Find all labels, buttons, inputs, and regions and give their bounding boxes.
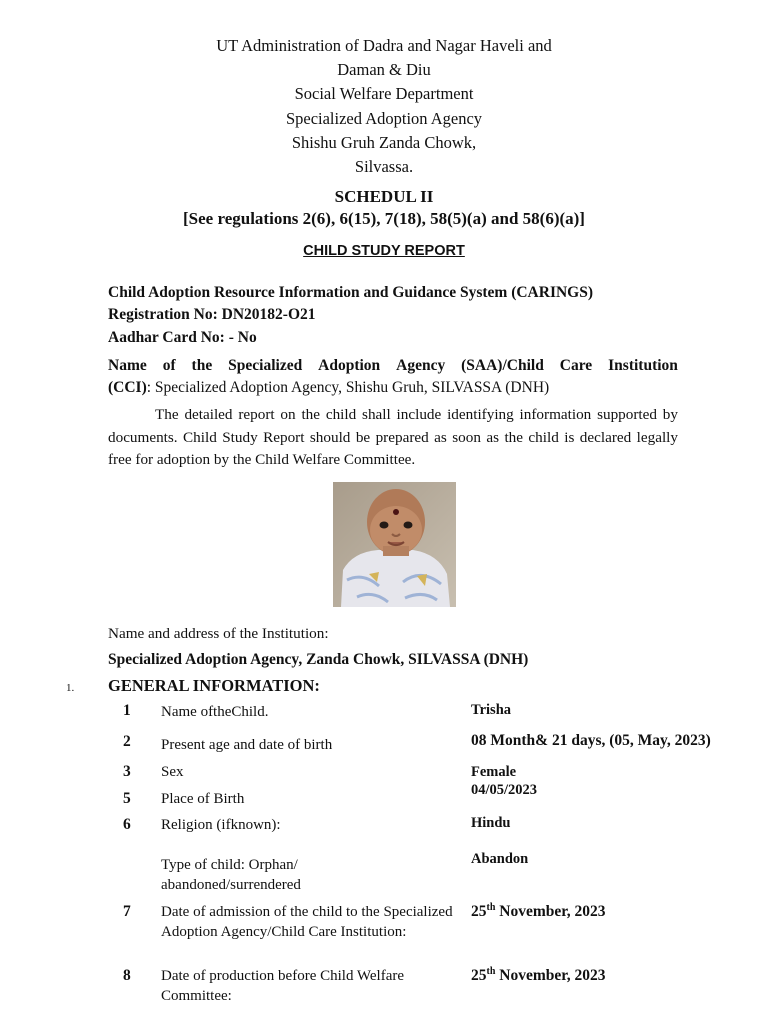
- child-photo-image: [333, 482, 456, 607]
- intro-paragraph: The detailed report on the child shall include identifying information supported by documents. Child Study Report should be prepared as soon as the child is declared legally free for adoption by the Child Welfare Committee.: [108, 406, 678, 468]
- row-value: [471, 967, 605, 985]
- section-number: 1.: [66, 682, 75, 694]
- saa-label-word: Adoption: [318, 357, 381, 374]
- row-label: Date of admission of the child to the Specialized Adoption Agency/Child Care Institution:: [161, 904, 453, 940]
- row-number: 6: [123, 816, 131, 833]
- saa-label-word: Specialized: [228, 357, 303, 374]
- letterhead-line-1: UT Administration of Dadra and Nagar Haveli and: [216, 36, 552, 55]
- saa-value: : Specialized Adoption Agency, Shishu Gruh, SILVASSA (DNH): [146, 379, 550, 396]
- schedule-heading: [0, 186, 768, 230]
- aadhar-card-number: Aadhar Card No: - No: [108, 329, 257, 346]
- regulations-reference: [See regulations 2(6), 6(15), 7(18), 58(5)(a) and 58(6)(a)]: [183, 209, 585, 228]
- date-rest: November, 2023: [495, 903, 606, 920]
- row-label: Religion (ifknown):: [161, 817, 281, 833]
- institution-value: Specialized Adoption Agency, Zanda Chowk, SILVASSA (DNH): [108, 651, 529, 668]
- saa-label-word: Institution: [608, 357, 678, 374]
- row-value: Hindu: [471, 815, 511, 831]
- row-label: Date of production before Child Welfare Committee:: [161, 968, 405, 1004]
- letterhead-line-6: Silvassa.: [354, 157, 414, 177]
- cci-label: (CCI): [108, 379, 147, 396]
- letterhead: [0, 34, 768, 179]
- row-label: Present age and date of birth: [161, 737, 333, 753]
- date-ordinal: th: [486, 901, 496, 913]
- row-label: Sex: [161, 764, 184, 780]
- saa-label-word: of: [162, 357, 176, 374]
- row-value: Female: [471, 764, 517, 780]
- row-number: 2: [123, 733, 131, 750]
- letterhead-line-2: Daman & Diu: [337, 60, 431, 80]
- row-number: 3: [123, 763, 131, 780]
- letterhead-line-3: Social Welfare Department: [294, 84, 474, 104]
- report-title: CHILD STUDY REPORT: [303, 243, 465, 259]
- saa-label-word: Care: [559, 357, 593, 374]
- row-value: Abandon: [471, 851, 529, 867]
- date-rest: November, 2023: [495, 967, 606, 984]
- saa-label-word: (SAA)/Child: [461, 357, 544, 374]
- row-value: 04/05/2023: [471, 782, 538, 798]
- row-number: 5: [123, 790, 131, 807]
- row-number: 1: [123, 702, 131, 719]
- row-number: 7: [123, 903, 131, 920]
- row-label: Place of Birth: [161, 791, 245, 807]
- saa-label-word: Agency: [396, 357, 446, 374]
- institution-label: Name and address of the Institution:: [108, 625, 329, 642]
- saa-label-word: Name: [108, 357, 147, 374]
- date-day: 25: [471, 967, 487, 984]
- row-value: Trisha: [471, 702, 512, 718]
- row-value: [471, 903, 605, 921]
- row-value: 08 Month& 21 days, (05, May, 2023): [471, 732, 711, 749]
- saa-value-line: [108, 377, 678, 399]
- child-photo: [333, 482, 456, 607]
- saa-name-block: [108, 355, 678, 399]
- saa-label-word: the: [191, 357, 213, 374]
- registration-number: Registration No: DN20182-O21: [108, 306, 316, 323]
- schedule-title: SCHEDUL II: [334, 187, 434, 206]
- row-label: Name oftheChild.: [161, 704, 269, 720]
- section-title: GENERAL INFORMATION:: [108, 676, 320, 695]
- saa-label: [108, 355, 678, 377]
- letterhead-line-4: Specialized Adoption Agency: [285, 108, 483, 128]
- date-ordinal: th: [486, 965, 496, 977]
- row-number: 8: [123, 967, 131, 984]
- date-day: 25: [471, 903, 487, 920]
- letterhead-line-5: Shishu Gruh Zanda Chowk,: [291, 132, 477, 152]
- row-label: Type of child: Orphan/ abandoned/surrendered: [161, 857, 301, 893]
- system-name: Child Adoption Resource Information and Guidance System (CARINGS): [108, 284, 594, 301]
